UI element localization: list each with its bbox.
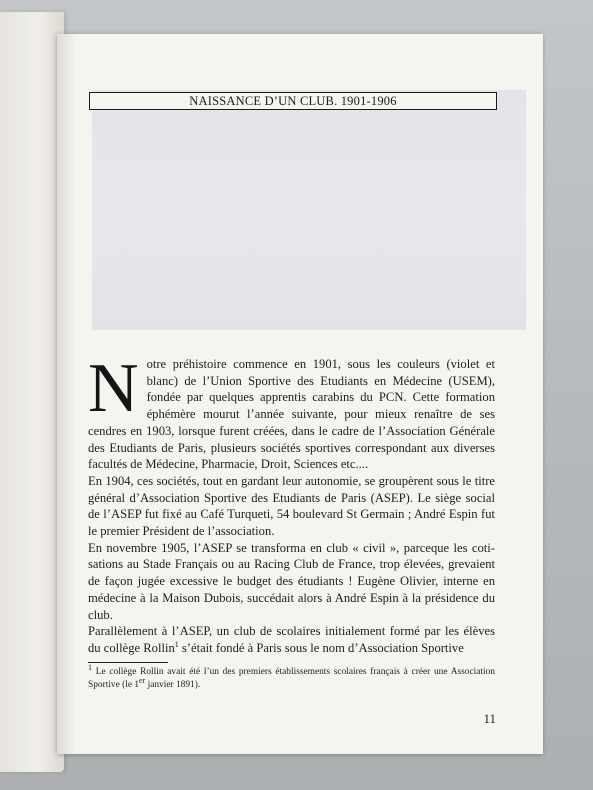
paragraph-2: En 1904, ces sociétés, tout en gardant leur autonomie, se groupèrent sous le titre général d’Association Sportive des Etudiants de Paris (ASEP). Le siège social de l’ASEP fut fixé au Café Turqueti, 54 boulevard St Germain ; André Espin fut le premier Président de l’association.: [88, 473, 495, 539]
drop-cap: N: [88, 350, 139, 427]
left-page-edge: [0, 12, 64, 772]
page-number: 11: [483, 711, 496, 726]
footnote: [88, 662, 495, 692]
paragraph-4: [88, 623, 495, 656]
footnote-marker: 1: [88, 662, 92, 672]
paragraph-1: otre préhistoire commence en 1901, sous les couleurs (violet et blanc) de l’Union Sportive des Etudiants en Médecine (USEM), fondée par quelques apprentis carabins du PCN. Cette formation éphémère mourut l’année suivante, pour mieux renaître de ses cendres en 1903, lorsque furent créées, dans le cadre de l’Association Générale des Etudiants de Paris, plusieurs sociétés sportives correspondant aux diverses facultés de Médecine, Pharmacie, Droit, Sciences etc....: [88, 357, 495, 472]
footnote-reference: 1: [174, 639, 179, 649]
footnote-text-end: janvier 1891).: [145, 680, 201, 690]
spine-shadow: [57, 34, 77, 754]
photo-placeholder: [92, 90, 526, 330]
body-text: [88, 350, 495, 657]
footnote-ordinal: er: [139, 675, 146, 685]
paragraph-3: En novembre 1905, l’ASEP se transforma en club « civil », parceque les coti-sations au Stade Français ou au Racing Club de France, trop élevées, grevaient de façon jugée excessive le budget des étudiants ! Eugène Olivier, interne en médecine à la Maison Dubois, succédait alors à André Espin à la présidence du club.: [88, 540, 495, 622]
paragraph-4-end: s’était fondé à Paris sous le nom d’Association Sportive: [178, 640, 464, 655]
footnote-rule: [88, 662, 168, 663]
paragraph-4-start: Parallèlement à l’ASEP, un club de scolaires initialement formé par les élèves du collège Rollin: [88, 624, 495, 655]
footnote-text-start: Le collège Rollin avait été l’un des premiers établissements scolaires français à créer une Association Sportive (le 1: [88, 667, 495, 690]
chapter-title-box: [89, 92, 497, 110]
chapter-title: NAISSANCE D’UN CLUB. 1901-1906: [189, 93, 397, 108]
